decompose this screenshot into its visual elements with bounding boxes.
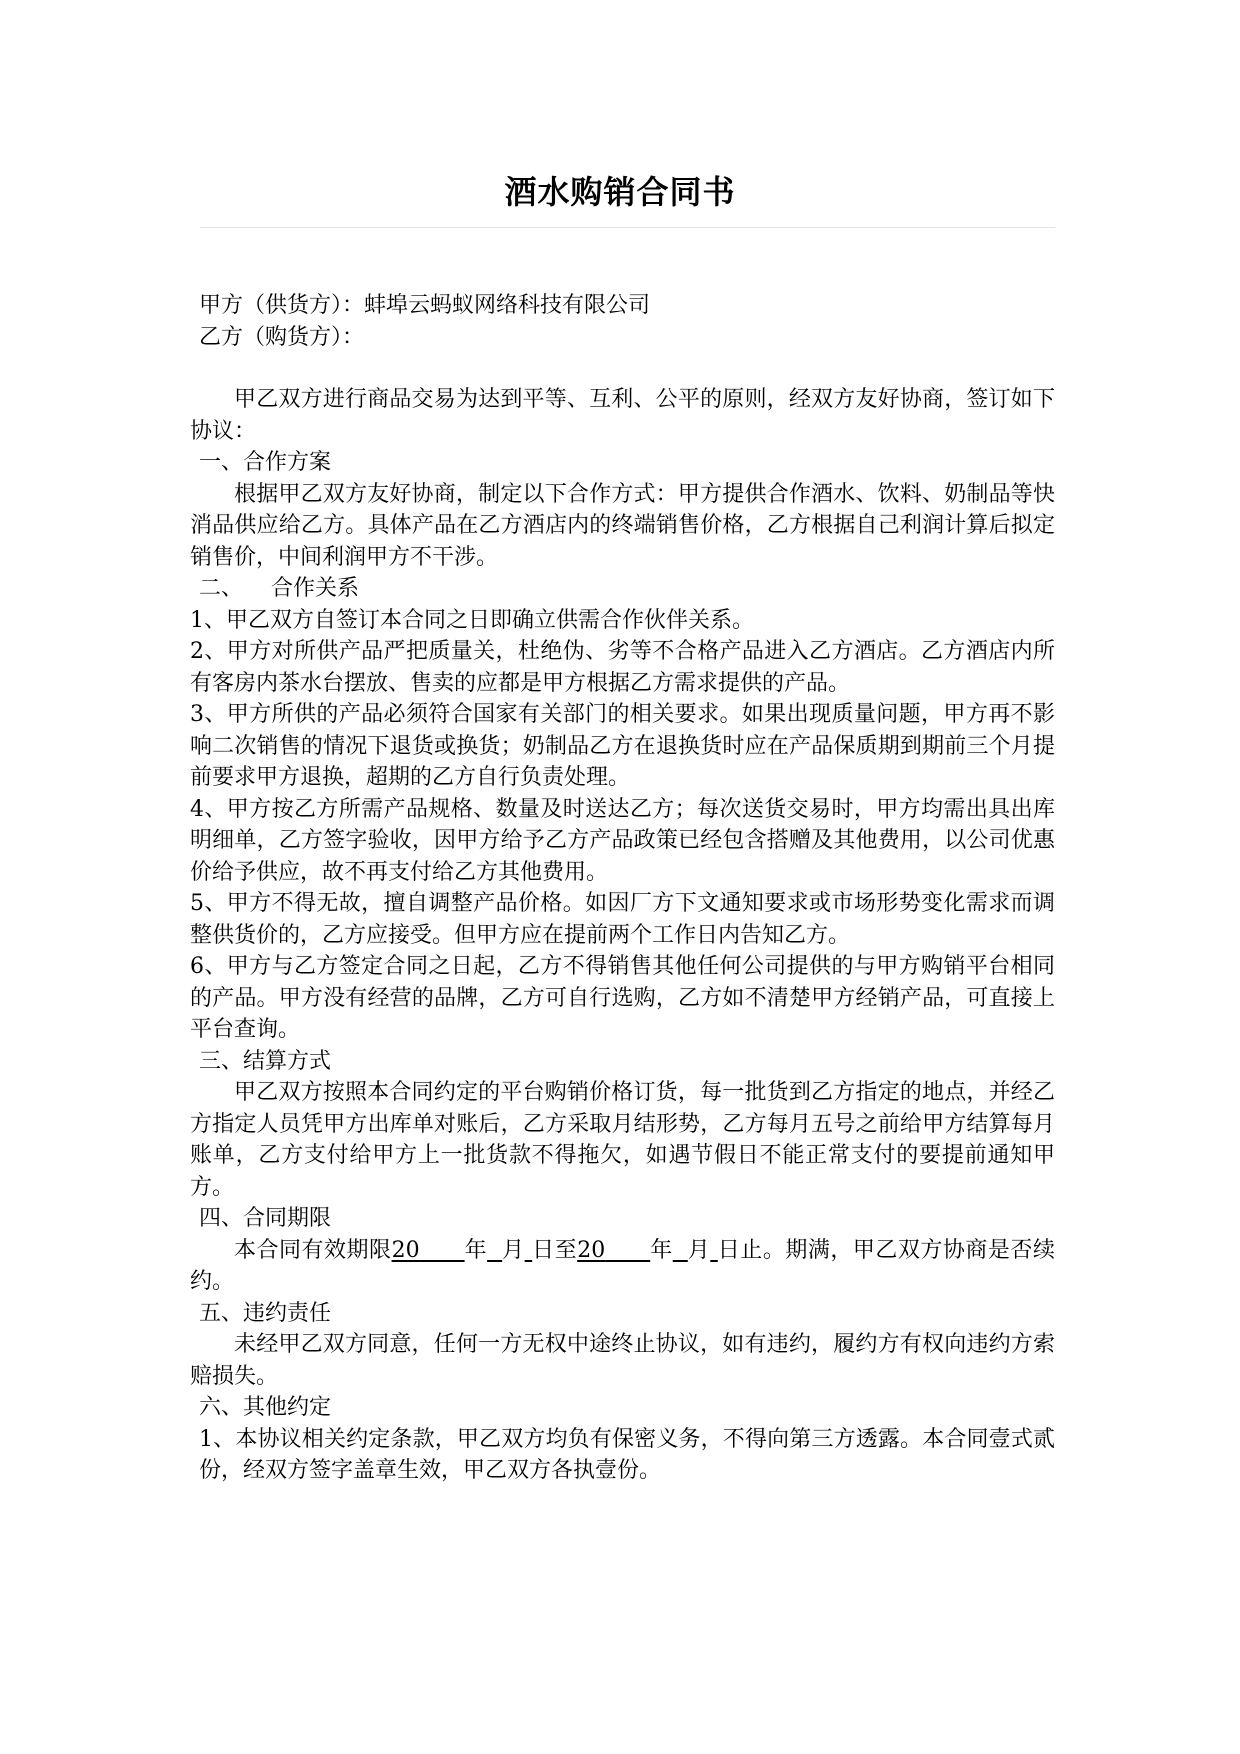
- section-2-item-1: 1、甲乙双方自签订本合同之日即确立供需合作伙伴关系。: [190, 607, 754, 633]
- section-3-text: 甲乙双方按照本合同约定的平台购销价格订货，每一批货到乙方指定的地点，并经乙方指定人员凭甲方出库单对账后，乙方采取月结形势，乙方每月五号之前给甲方结算每月账单，乙方支付给甲方上一批货款不得拖欠，如遇节假日不能正常支付的要提前通知甲方。: [190, 1080, 1055, 1200]
- term-suffix: 日止。期满，甲乙双方协商是否续约。: [190, 1237, 1055, 1294]
- section-2-item-6: 6、甲方与乙方签定合同之日起，乙方不得销售其他任何公司提供的与甲方购销平台相同的产品。甲方没有经营的品牌，乙方可自行选购，乙方如不清楚甲方经销产品，可直接上平台查询。: [190, 954, 1055, 1042]
- party-b-line: 乙方（购货方）：: [199, 324, 365, 350]
- section-2-heading-text: 二、 合作关系: [199, 576, 359, 601]
- start-year-prefix: 20: [391, 1237, 420, 1263]
- section-2-item-4: 4、甲方按乙方所需产品规格、数量及时送达乙方；每次送货交易时，甲方均需出具出库明细单，乙方签字验收，因甲方给予乙方产品政策已经包含搭赠及其他费用，以公司优惠价给予供应，故不再支付给乙方其他费用。: [190, 796, 1055, 885]
- start-year-label: 年: [464, 1237, 488, 1263]
- section-5-text: 未经甲乙双方同意，任何一方无权中途终止协议，如有违约，履约方有权向违约方索赔损失。: [190, 1332, 1055, 1389]
- title-divider: [200, 227, 1055, 228]
- start-month-label: 月: [502, 1237, 525, 1263]
- section-3-heading: 三、结算方式: [199, 1048, 332, 1074]
- end-day-blank: [710, 1238, 718, 1263]
- end-year-label: 年: [650, 1237, 673, 1263]
- section-2-item-2: 2、甲方对所供产品严把质量关，杜绝伪、劣等不合格产品进入乙方酒店。乙方酒店内所有客房内茶水台摆放、售卖的应都是甲方根据乙方需求提供的产品。: [190, 639, 1055, 696]
- section-2-item-3: 3、甲方所供的产品必须符合国家有关部门的相关要求。如果出现质量问题，甲方再不影响二次销售的情况下退货或换货；奶制品乙方在退换货时应在产品保质期到期前三个月提前要求甲方退换，超期的乙方自行负责处理。: [190, 702, 1055, 790]
- section-2-item-5: 5、甲方不得无故，擅自调整产品价格。如因厂方下文通知要求或市场形势变化需求而调整供货价的，乙方应接受。但甲方应在提前两个工作日内告知乙方。: [190, 891, 1055, 948]
- section-5-heading: 五、违约责任: [199, 1300, 332, 1326]
- end-year-blank: [577, 1238, 650, 1263]
- end-month-blank: [673, 1238, 688, 1263]
- section-2-heading: [190, 573, 1055, 605]
- party-a-line: 甲方（供货方）：蚌埠云蚂蚁网络科技有限公司: [199, 293, 651, 318]
- end-year-prefix: 20: [577, 1237, 606, 1263]
- document-title: 酒水购销合同书: [504, 173, 736, 211]
- term-prefix: 本合同有效期限: [234, 1237, 392, 1263]
- contract-body: [190, 290, 1055, 1487]
- section-1-heading: 一、合作方案: [199, 450, 332, 475]
- spacer: [190, 353, 1055, 384]
- section-6-item-1: 1、本协议相关约定条款，甲乙双方均负有保密义务，不得向第三方透露。本合同壹式贰份，经双方签字盖章生效，甲乙双方各执壹份。: [199, 1426, 1055, 1483]
- section-1-text: 根据甲乙双方友好协商，制定以下合作方式：甲方提供合作酒水、饮料、奶制品等快消品供应给乙方。具体产品在乙方酒店内的终端销售价格，乙方根据自己利润计算后拟定销售价，中间利润甲方不干涉。: [190, 481, 1055, 570]
- section-6-heading: 六、其他约定: [199, 1395, 332, 1420]
- intro-paragraph: 甲乙双方进行商品交易为达到平等、互利、公平的原则，经双方友好协商，签订如下协议：: [190, 387, 1055, 444]
- section-4-text: [190, 1235, 1055, 1298]
- start-year-blank: [392, 1238, 465, 1263]
- section-4-heading: 四、合同期限: [199, 1206, 332, 1231]
- start-day-label: 日至: [532, 1237, 578, 1263]
- start-month-blank: [487, 1238, 502, 1263]
- end-month-label: 月: [687, 1237, 711, 1263]
